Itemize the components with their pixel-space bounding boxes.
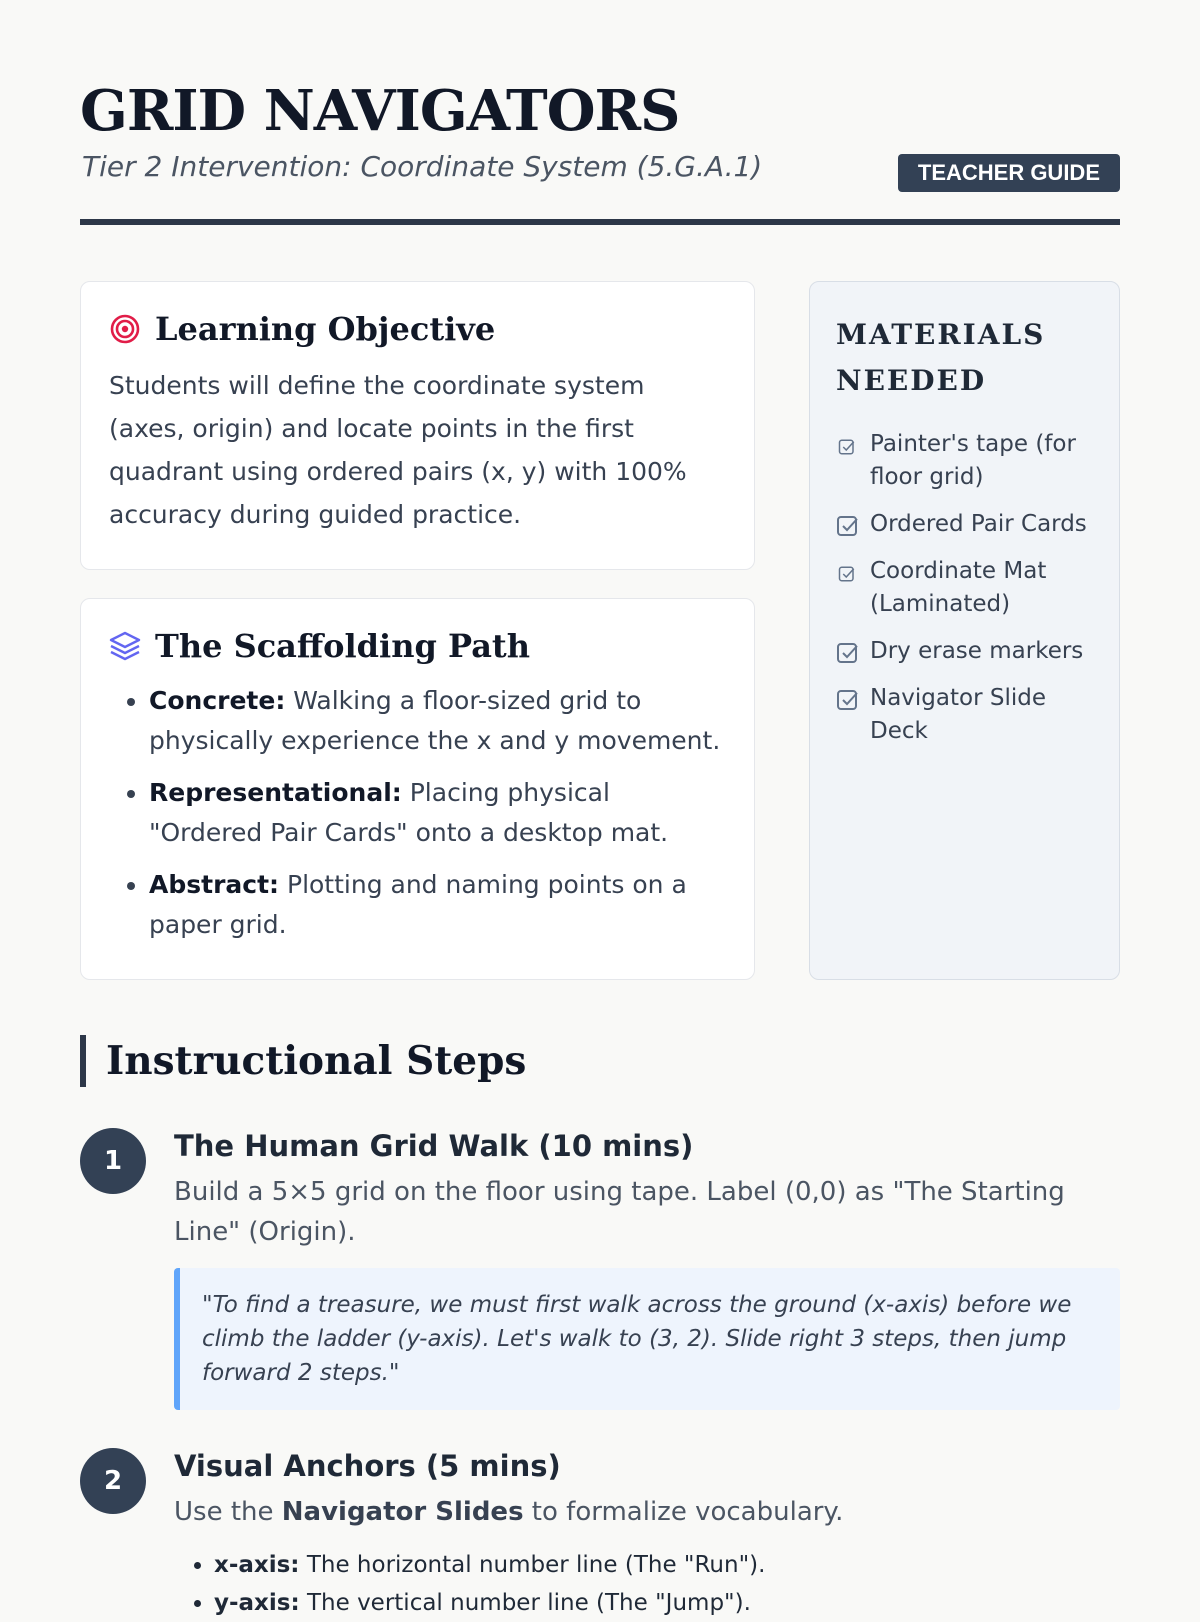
material-label: Navigator Slide Deck — [870, 685, 1046, 744]
desc-text: Use the — [174, 1497, 282, 1527]
step-title: The Human Grid Walk (10 mins) — [174, 1129, 694, 1163]
materials-heading: MATERIALS NEEDED — [836, 318, 1046, 397]
learning-objective-card — [80, 281, 755, 570]
list-item — [214, 1546, 1120, 1584]
material-item — [836, 555, 1093, 621]
scaffold-label: Abstract: — [149, 870, 280, 899]
layers-icon — [109, 630, 141, 662]
material-label: Dry erase markers — [870, 638, 1084, 664]
scaffold-label: Concrete: — [149, 686, 286, 715]
checkbox-icon — [836, 688, 860, 712]
scaffold-label: Representational: — [149, 778, 402, 807]
material-item — [836, 428, 1093, 494]
teacher-script-quote: "To find a treasure, we must first walk across the ground (x-axis) before we climb the ladder (y-axis). Let's walk to (3, 2). Slide right 3 steps, then jump forward 2 steps." — [174, 1268, 1120, 1410]
page-subtitle: Tier 2 Intervention: Coordinate System (5.G.A.1) — [82, 150, 763, 183]
desc-bold: Navigator Slides — [281, 1497, 524, 1527]
instructional-steps-heading: Instructional Steps — [80, 1035, 526, 1087]
checkbox-icon — [836, 641, 860, 665]
material-item — [836, 635, 1093, 668]
vocab-definition: The vertical number line (The "Jump"). — [299, 1590, 751, 1616]
scaffold-text: Walking a floor-sized grid to physically experience the x and y movement. — [149, 686, 721, 755]
scaffolding-path-header — [109, 627, 726, 665]
material-label: Ordered Pair Cards — [870, 511, 1087, 537]
step-body — [174, 1128, 1120, 1410]
teacher-guide-badge: TEACHER GUIDE — [898, 154, 1120, 192]
list-item — [149, 865, 726, 945]
learning-objective-header — [109, 310, 726, 348]
list-item — [149, 681, 726, 761]
material-item — [836, 682, 1093, 748]
vocab-term: y-axis: — [214, 1590, 300, 1616]
list-item — [149, 773, 726, 853]
desc-text: to formalize vocabulary. — [523, 1497, 844, 1527]
step-number-badge: 2 — [80, 1448, 146, 1514]
header-divider — [80, 219, 1120, 225]
scaffold-text: Plotting and naming points on a paper grid. — [149, 870, 687, 939]
checkbox-icon — [836, 514, 860, 538]
target-icon — [109, 313, 141, 345]
scaffolding-path-heading: The Scaffolding Path — [155, 627, 530, 665]
material-label: Coordinate Mat (Laminated) — [870, 558, 1047, 617]
vocab-list — [174, 1546, 1120, 1622]
material-label: Painter's tape (for floor grid) — [870, 431, 1076, 490]
learning-objective-text: Students will define the coordinate system (axes, origin) and locate points in the first quadrant using ordered pairs (x, y) with 100% accuracy during guided practice. — [109, 371, 687, 529]
step-title: Visual Anchors (5 mins) — [174, 1449, 561, 1483]
step-description — [174, 1492, 1120, 1532]
materials-panel — [809, 281, 1120, 980]
scaffolding-list — [109, 681, 726, 945]
scaffolding-path-card — [80, 598, 755, 980]
lesson-page — [80, 0, 1120, 1616]
checkbox-icon — [838, 438, 856, 456]
step-description: Build a 5×5 grid on the floor using tape. Label (0,0) as "The Starting Line" (Origin). — [174, 1177, 1065, 1247]
step-number-badge: 1 — [80, 1128, 146, 1194]
learning-objective-heading: Learning Objective — [155, 310, 496, 348]
vocab-term: x-axis: — [214, 1552, 300, 1578]
vocab-definition: The horizontal number line (The "Run"). — [299, 1552, 766, 1578]
scaffold-text: Placing physical "Ordered Pair Cards" onto a desktop mat. — [149, 778, 669, 847]
step-body — [174, 1448, 1120, 1622]
checkbox-icon — [838, 565, 856, 583]
list-item — [214, 1584, 1120, 1622]
page-title: GRID NAVIGATORS — [80, 78, 680, 144]
material-item — [836, 508, 1093, 541]
